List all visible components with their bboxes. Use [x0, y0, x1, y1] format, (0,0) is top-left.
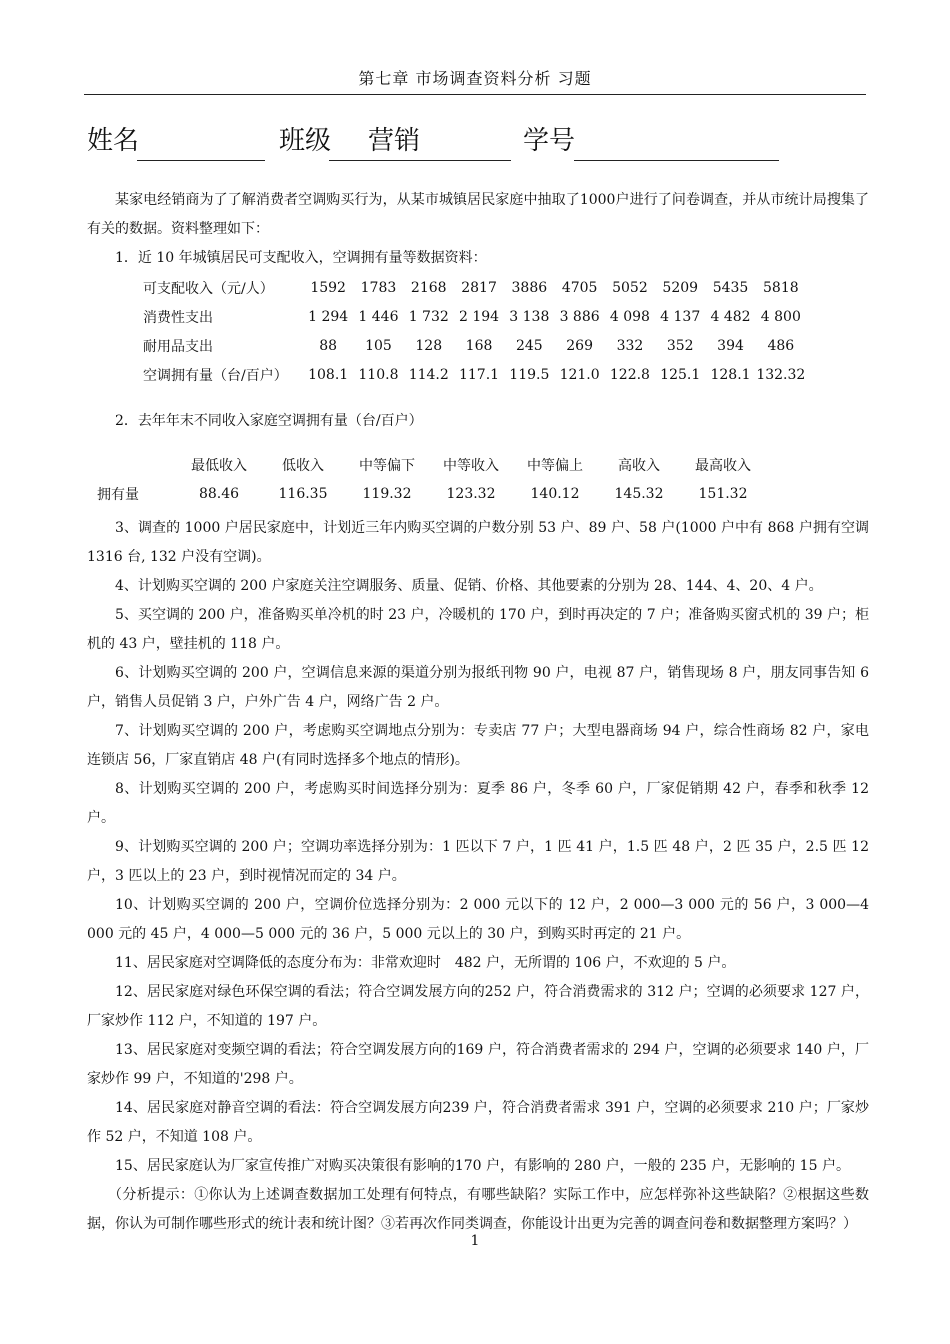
- numbered-paragraph: 15、居民家庭认为厂家宣传推广对购买决策很有影响的170 户，有影响的 280 户，一般的 235 户，无影响的 15 户。: [115, 1158, 850, 1174]
- income-table-cell: 1592: [310, 279, 346, 296]
- page-number: 1: [470, 1233, 480, 1249]
- income-table-row: [143, 360, 806, 389]
- ownership-table-value: 116.35: [278, 485, 328, 502]
- ownership-table-value: 123.32: [446, 485, 496, 502]
- page-header-title: 第七章 市场调查资料分析 习题: [358, 69, 592, 88]
- income-table-cell: 5435: [712, 279, 749, 296]
- name-label: 姓名: [87, 126, 140, 156]
- numbered-paragraph: 4、计划购买空调的 200 户家庭关注空调服务、质量、促销、价格、其他要素的分别为 28、144、4、20、4 户。: [115, 578, 823, 594]
- ownership-table-header: 低收入: [282, 457, 324, 474]
- income-table-cell: 1783: [360, 279, 397, 296]
- income-table-row: [143, 273, 806, 302]
- income-table-cell: 2168: [410, 279, 447, 296]
- class-blank-line: [329, 160, 511, 161]
- ownership-table-header: 中等偏下: [359, 457, 415, 474]
- id-label: 学号: [523, 126, 576, 156]
- income-table-cell: 1 294: [308, 308, 349, 325]
- class-label: 班级: [279, 126, 332, 156]
- ownership-table-header: 高收入: [618, 457, 660, 474]
- income-table-cell: 245: [515, 337, 543, 354]
- income-table-cell: 486: [767, 337, 795, 354]
- numbered-paragraph: 7、计划购买空调的 200 户，考虑购买空调地点分别为：专卖店 77 户；大型电器商场 94 户，综合性商场 82 户，家电连锁店 56，厂家直销店 48 户(有同时选择多个地点的情形)。: [87, 723, 869, 768]
- income-table-cell: 1 446: [358, 308, 399, 325]
- section-1-title: 1．近 10 年城镇居民可支配收入，空调拥有量等数据资料：: [115, 250, 487, 266]
- section-2-title: 2．去年年末不同收入家庭空调拥有量（台/百户）: [115, 413, 423, 429]
- name-blank-line: [137, 160, 265, 161]
- analysis-hint: （分析提示：①你认为上述调查数据加工处理有何特点，有哪些缺陷？实际工作中，应怎样弥补这些缺陷？②根据这些数据，你认为可制作哪些形式的统计表和统计图？③若再次作同类调查，你能设计出更为完善的调查问卷和数据整理方案吗？）: [87, 1187, 869, 1232]
- class-value: 营销: [368, 126, 421, 156]
- income-table-cell: 394: [717, 337, 744, 354]
- income-table-row-label: 空调拥有量（台/百户）: [143, 367, 288, 384]
- income-table-cell: 128.1: [710, 366, 751, 383]
- income-table-cell: 88: [319, 337, 338, 354]
- income-table-cell: 128: [415, 337, 443, 354]
- ownership-table-header: 中等收入: [443, 457, 499, 474]
- ownership-table-header: 最低收入: [191, 457, 247, 474]
- income-table-cell: 2817: [461, 279, 497, 296]
- income-table-cell: 2 194: [458, 308, 500, 325]
- income-table-cell: 1 732: [408, 308, 449, 325]
- income-data-table: [143, 273, 806, 389]
- income-table-cell: 4705: [561, 279, 598, 296]
- income-table-cell: 110.8: [358, 366, 399, 383]
- intro-paragraph: 某家电经销商为了了解消费者空调购买行为，从某市城镇居民家庭中抽取了1000户进行了问卷调查，并从市统计局搜集了有关的数据。资料整理如下：: [87, 192, 869, 237]
- numbered-paragraph: 14、居民家庭对静音空调的看法：符合空调发展方向239 户，符合消费者需求 391 户，空调的必须要求 210 户；厂家炒作 52 户，不知道 108 户。: [87, 1100, 869, 1145]
- income-table-row-label: 消费性支出: [143, 309, 213, 326]
- income-table-cell: 121.0: [559, 366, 600, 383]
- numbered-paragraph: 11、居民家庭对空调降低的态度分布为：非常欢迎时 482 户，无所谓的 106 户，不欢迎的 5 户。: [115, 955, 736, 971]
- income-table-cell: 119.5: [509, 366, 550, 383]
- numbered-paragraph: 12、居民家庭对绿色环保空调的看法；符合空调发展方向的252 户，符合消费需求的 312 户；空调的必须要求 127 户，厂家炒作 112 户，不知道的 197 户。: [87, 984, 869, 1029]
- ownership-table-value: 145.32: [614, 485, 664, 502]
- income-table-row-label: 可支配收入（元/人）: [143, 280, 274, 297]
- ownership-row-label: 拥有量: [97, 486, 139, 503]
- numbered-paragraph: 10、计划购买空调的 200 户，空调价位选择分别为：2 000 元以下的 12 户，2 000—3 000 元的 56 户，3 000—4 000 元的 45 户，4 000—5 000 元的 36 户，5 000 元以上的 30 户，到购买时再定的 21 户。: [87, 897, 869, 942]
- income-table-cell: 5818: [763, 279, 799, 296]
- numbered-paragraphs: [87, 514, 869, 1181]
- numbered-paragraph: 3、调查的 1000 户居民家庭中，计划近三年内购买空调的户数分别 53 户、89 户、58 户(1000 户中有 868 户拥有空调 1316 台, 132 户没有空调)。: [87, 520, 869, 565]
- income-table-cell: 4 137: [660, 308, 701, 325]
- income-table-cell: 108.1: [308, 366, 349, 383]
- numbered-paragraph: 5、买空调的 200 户，准备购买单冷机的时 23 户，冷暖机的 170 户，到时再决定的 7 户；准备购买窗式机的 39 户；柜机的 43 户，壁挂机的 118 户。: [87, 607, 869, 652]
- income-table-cell: 332: [616, 337, 644, 354]
- income-table-cell: 3 886: [559, 308, 600, 325]
- income-table-row: [143, 302, 806, 331]
- income-table-cell: 168: [465, 337, 493, 354]
- numbered-paragraph: 8、计划购买空调的 200 户，考虑购买时间选择分别为：夏季 86 户，冬季 60 户，厂家促销期 42 户，春季和秋季 12 户。: [87, 781, 869, 826]
- numbered-paragraph: 13、居民家庭对变频空调的看法；符合空调发展方向的169 户，符合消费者需求的 294 户，空调的必须要求 140 户，厂家炒作 99 户，不知道的'298 户。: [87, 1042, 869, 1087]
- ownership-table-header: 最高收入: [695, 457, 751, 474]
- income-table-cell: 125.1: [660, 366, 701, 383]
- income-table-cell: 5209: [662, 279, 699, 296]
- numbered-paragraph: 9、计划购买空调的 200 户；空调功率选择分别为：1 匹以下 7 户，1 匹 41 户，1.5 匹 48 户，2 匹 35 户，2.5 匹 12 户，3 匹以上的 23 户，到时视情况而定的 34 户。: [87, 839, 869, 884]
- numbered-paragraph: 6、计划购买空调的 200 户，空调信息来源的渠道分别为报纸刊物 90 户，电视 87 户，销售现场 8 户，朋友同事告知 6 户，销售人员促销 3 户，户外广告 4 户，网络广告 2 户。: [87, 665, 869, 710]
- ownership-table-value: 119.32: [362, 485, 412, 502]
- ownership-table-value: 88.46: [198, 485, 240, 502]
- ownership-table-value: 151.32: [698, 485, 748, 502]
- ownership-table-value: 140.12: [530, 485, 580, 502]
- income-table-cell: 4 098: [609, 308, 650, 325]
- income-table-cell: 122.8: [609, 366, 650, 383]
- ownership-table-header-row: [87, 450, 765, 479]
- income-table-cell: 4 482: [710, 308, 751, 325]
- document-body: [87, 186, 869, 1239]
- income-table-cell: 132.32: [756, 366, 806, 383]
- income-table-cell: 3 138: [509, 308, 550, 325]
- student-info-row: [0, 120, 950, 164]
- income-table-cell: 352: [666, 337, 694, 354]
- ownership-table-header: 中等偏上: [527, 457, 583, 474]
- income-table-cell: 5052: [612, 279, 648, 296]
- income-table-row: [143, 331, 806, 360]
- income-table-cell: 105: [365, 337, 392, 354]
- ownership-table: [87, 450, 765, 508]
- id-blank-line: [574, 160, 779, 161]
- income-table-cell: 4 800: [760, 308, 801, 325]
- header-rule: [84, 94, 866, 95]
- ownership-table-corner: [87, 450, 177, 479]
- income-table-cell: 114.2: [408, 366, 449, 383]
- income-table-cell: 3886: [511, 279, 548, 296]
- income-table-cell: 117.1: [458, 366, 500, 383]
- income-table-row-label: 耐用品支出: [143, 338, 213, 355]
- income-table-cell: 269: [566, 337, 593, 354]
- ownership-table-value-row: [87, 479, 765, 508]
